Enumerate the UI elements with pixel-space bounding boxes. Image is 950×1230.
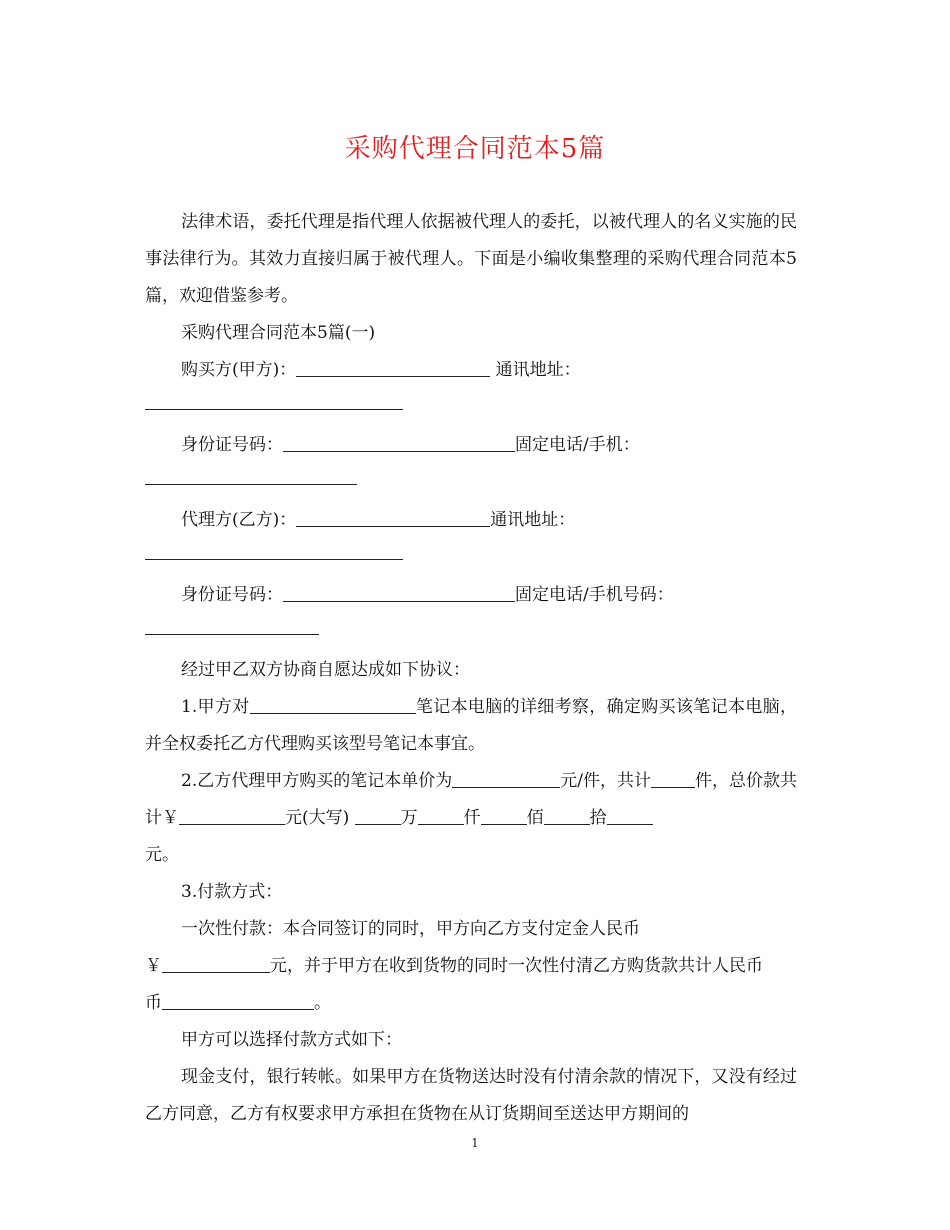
wan-label: 万 [400,808,418,828]
currency-label: 币 [145,993,162,1013]
yuan-label: 元。 [145,845,179,865]
deposit-blank [162,950,270,973]
buyer-label: 购买方(甲方)： [181,360,297,380]
total-blank [179,802,285,825]
shi-blank [544,802,590,825]
document-body [145,204,797,1133]
bai-label: 佰 [526,808,544,828]
count-blank [651,765,695,788]
buyer-blank [296,354,490,377]
agent-address-blank [145,539,403,560]
payment-once [145,911,797,1022]
clause-2-unit-price-label: 2.乙方代理甲方购买的笔记本单价为 [181,771,453,791]
agent-row [145,502,797,539]
yuan-blank [607,802,653,825]
deposit-label: 一次性付款：本合同签订的同时，甲方向乙方支付定金人民币 [181,919,640,939]
payment-balance-text: 元，并于甲方在收到货物的同时一次性付清乙方购货款共计人民币 [270,956,763,976]
agent-address-label: 通讯地址： [490,510,576,530]
agreement-lead: 经过甲乙双方协商自愿达成如下协议： [181,660,470,680]
unit-price-blank [452,765,560,788]
wan-blank [355,802,401,825]
clause-2 [145,763,797,874]
clause-1 [145,689,797,763]
agent-phone-blank [145,614,319,635]
clause-2-count-label: 元/件，共计 [560,771,651,791]
agent-label: 代理方(乙方)： [181,510,297,530]
clause-2-total-label: 件，总价款共计￥ [145,771,798,828]
clause-1-prefix: 1.甲方对 [181,697,250,717]
qian-label: 仟 [463,808,481,828]
agent-id-row [145,577,797,614]
period-mark: 。 [314,993,331,1013]
buyer-id-label: 身份证号码： [181,435,283,455]
buyer-address-blank [145,389,403,410]
agent-id-blank [283,579,515,602]
bai-blank [481,802,527,825]
clause-2-uppercase-label: 元(大写) [285,808,350,828]
section-heading: 采购代理合同范本5篇(一) [181,323,376,343]
clause-1-blank [250,691,416,714]
page-number: 1 [471,1136,479,1150]
intro-paragraph: 法律术语，委托代理是指代理人依据被代理人的委托，以被代理人的名义实施的民事法律行为。其效力直接归属于被代理人。下面是小编收集整理的采购代理合同范本5篇，欢迎借鉴参考。 [145,212,797,306]
balance-blank [162,987,314,1010]
agent-blank [296,504,490,527]
payment-options: 甲方可以选择付款方式如下： [181,1030,402,1050]
payment-methods: 现金支付，银行转帐。如果甲方在货物送达时没有付清余款的情况下，又没有经过乙方同意，乙方有权要求甲方承担在货物在从订货期间至送达甲方期间的 [145,1067,797,1124]
buyer-id-row [145,427,797,464]
shi-label: 拾 [589,808,607,828]
document-title: 采购代理合同范本5篇 [344,134,606,164]
buyer-phone-blank [145,464,357,485]
buyer-id-blank [283,429,515,452]
agent-phone-label: 固定电话/手机号码： [515,585,674,605]
buyer-phone-label: 固定电话/手机： [515,435,640,455]
qian-blank [418,802,464,825]
clause-3-heading: 3.付款方式： [181,882,283,902]
agent-id-label: 身份证号码： [181,585,283,605]
buyer-row [145,352,797,389]
buyer-address-label: 通讯地址： [495,360,581,380]
clause-1-text: 笔记本电脑的详细考察，确定购买该笔记本电脑，并全权委托乙方代理购买该型号笔记本事宜。 [145,697,797,754]
yen-sign: ￥ [145,956,162,976]
